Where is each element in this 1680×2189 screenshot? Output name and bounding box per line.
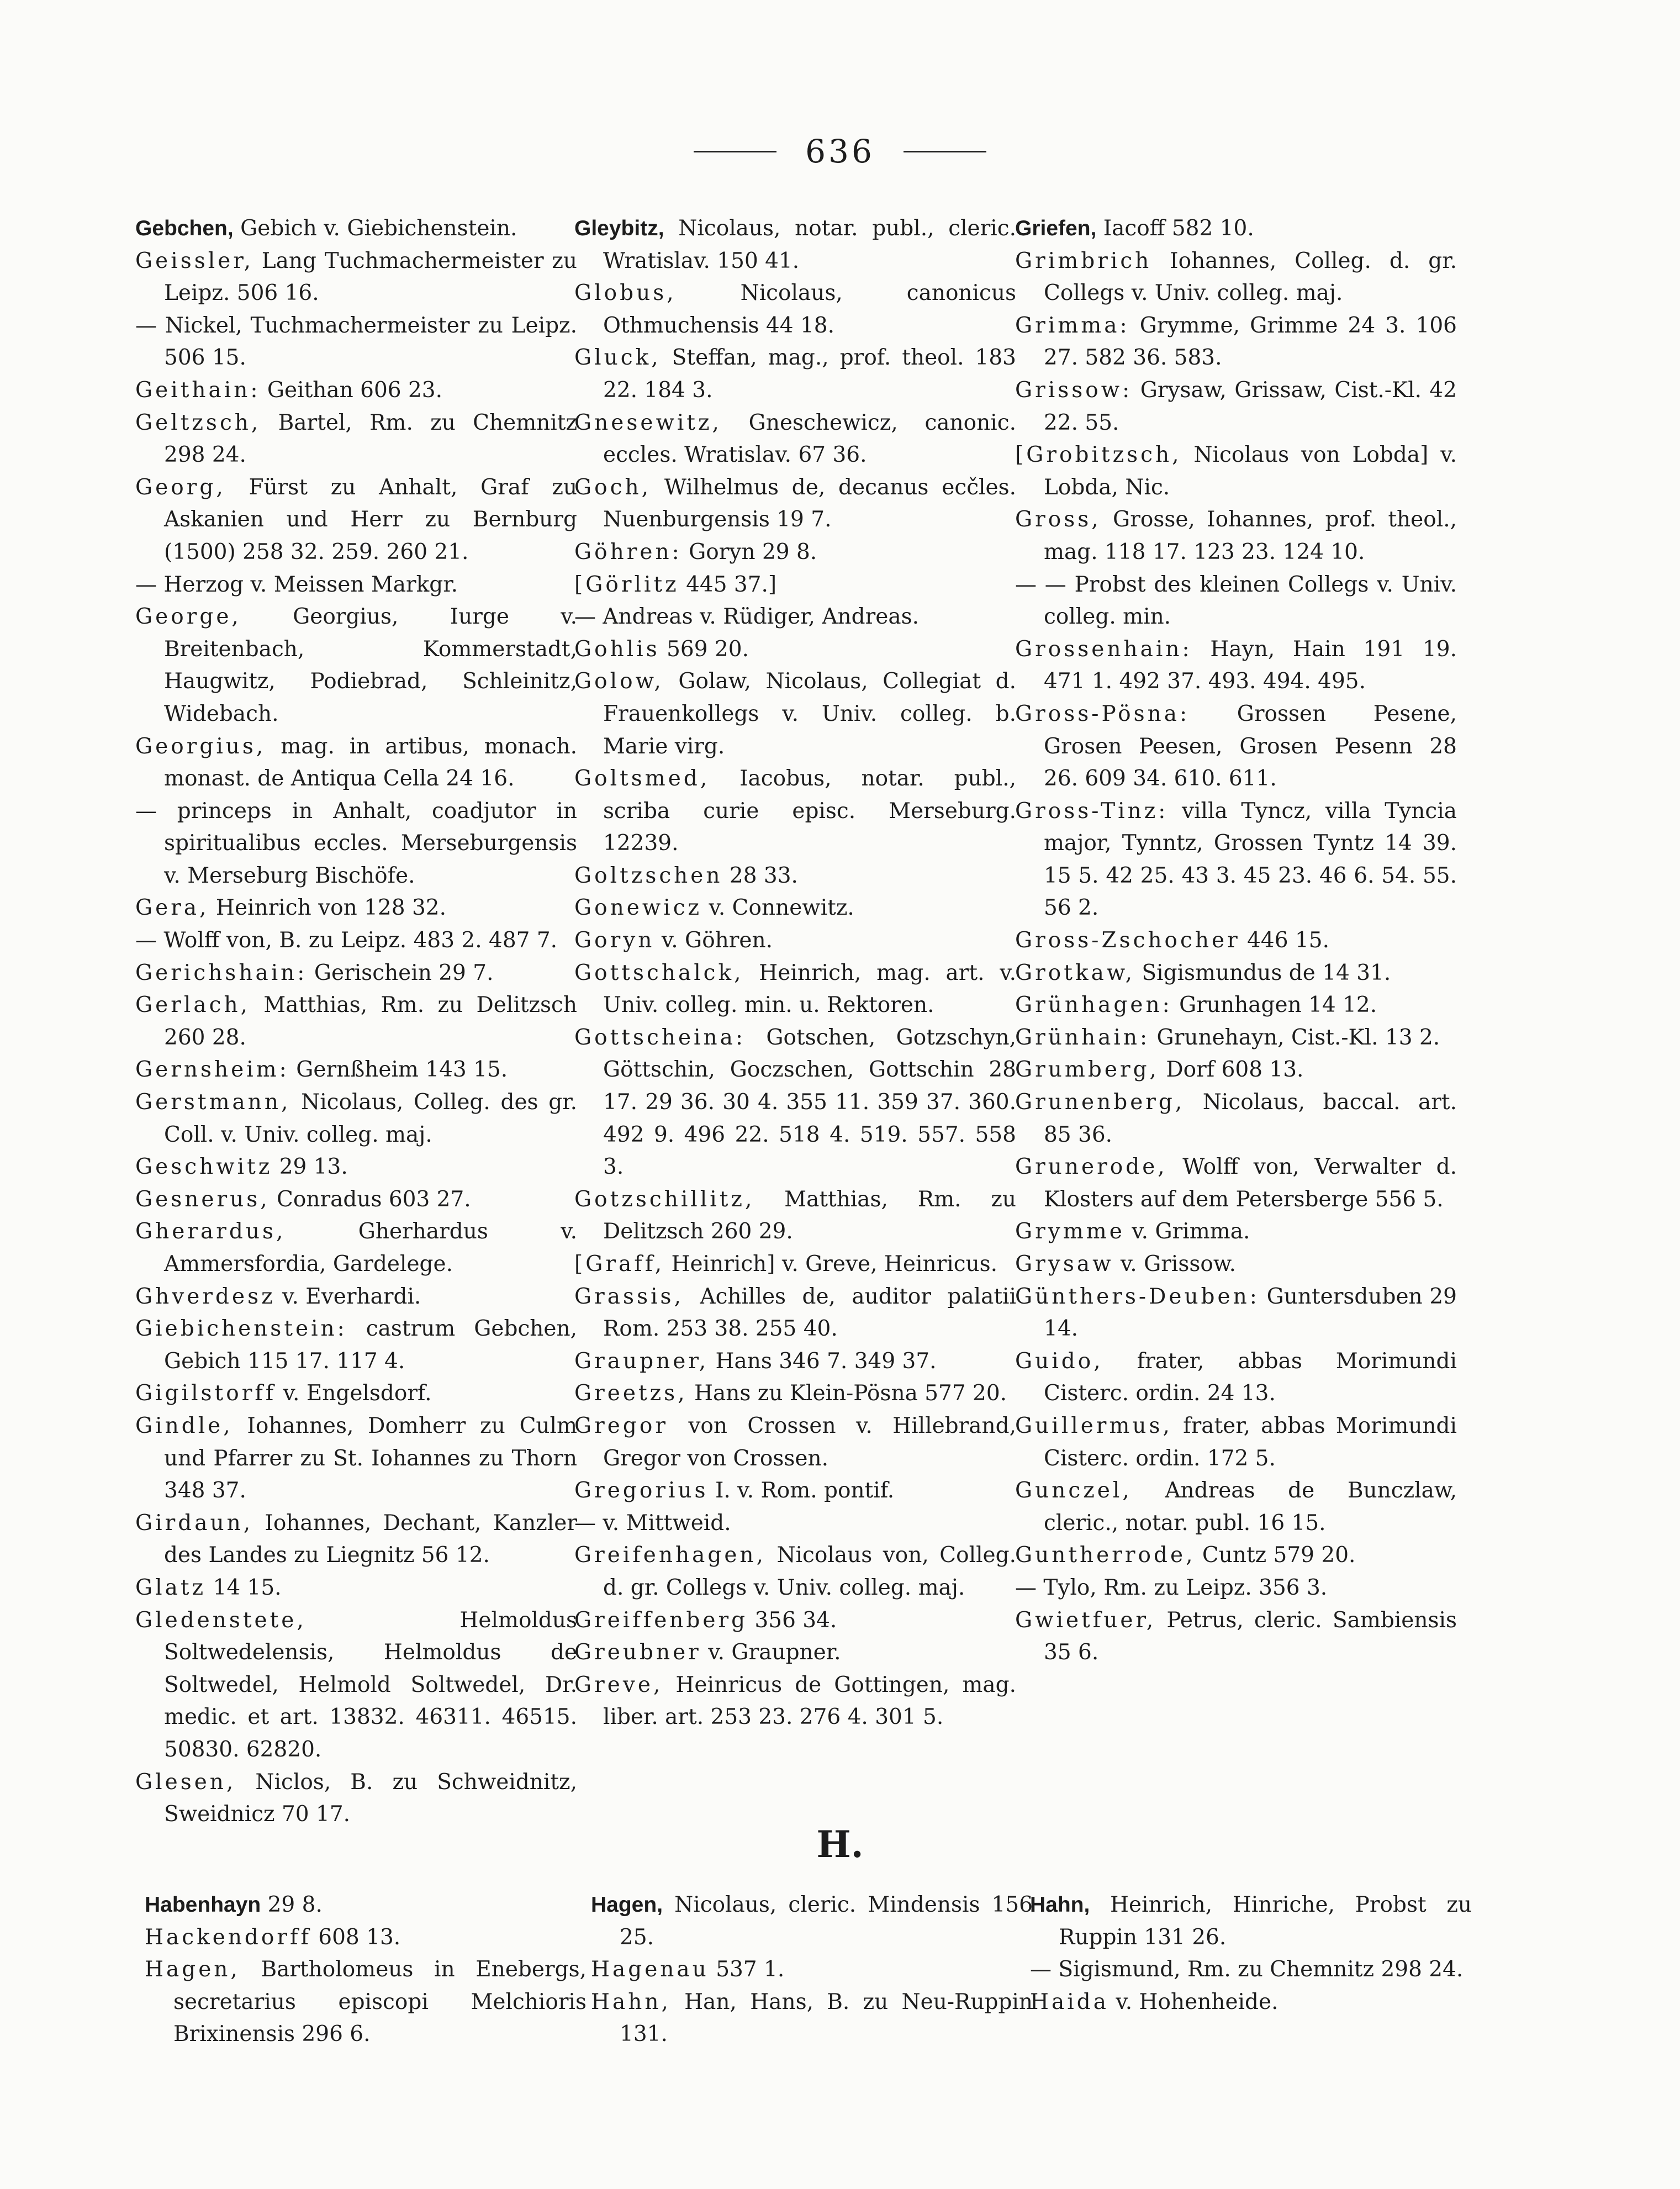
entry-text: Gherhardus v. Ammersfordia, Gardelege. [164, 1219, 577, 1277]
entry-headword: Gigilstorff [135, 1381, 277, 1406]
index-entry [1015, 698, 1457, 795]
index-entry [574, 1475, 1016, 1507]
entry-headword: Gross-Tinz: [1015, 798, 1169, 824]
entry-headword: Geissler, [135, 248, 254, 273]
index-entry [1015, 1086, 1457, 1151]
entry-text: — Tylo, Rm. zu Leipz. 356 3. [1015, 1575, 1328, 1600]
entry-headword: Greifenhagen, [574, 1543, 766, 1568]
index-entry [574, 342, 1016, 407]
entry-headword: Grissow: [1015, 377, 1133, 403]
entry-headword: Gohlis [574, 636, 660, 662]
index-entry [135, 1151, 577, 1184]
index-entry [1015, 1248, 1457, 1281]
index-entry [574, 472, 1016, 536]
entry-headword: Goch, [574, 474, 651, 500]
entry-text: Gotschen, Gotzschyn, Göttschin, Goczschen, Gottschin 28 17. 29 36. 30 4. 355 11. 359 37. 360. 492 9. 496 22. 518 4. 519. 557. 558 3. [603, 1025, 1016, 1180]
entry-headword: Grünhain: [1015, 1025, 1150, 1050]
entry-text: Lang Tuchmachermeister zu Leipz. 506 16. [164, 248, 577, 306]
entry-text: — Herzog v. Meissen Markgr. [135, 572, 458, 597]
entry-text: Bartel, Rm. zu Chemnitz 298 24. [164, 410, 577, 468]
index-entry [135, 1313, 577, 1378]
entry-text: Matthias, Rm. zu Delitzsch 260 29. [603, 1186, 1016, 1244]
entry-text: 14 15. [206, 1575, 282, 1600]
index-entry [135, 1054, 577, 1086]
entry-headword: Gleybitz, [574, 217, 664, 240]
entry-headword: [Grobitzsch, [1015, 442, 1182, 468]
index-entry [1015, 310, 1457, 374]
index-entry [1015, 795, 1457, 925]
index-entry [591, 1954, 1033, 1986]
index-entry [574, 569, 1016, 602]
entry-headword: Greetzs, [574, 1381, 688, 1406]
index-entry [135, 407, 577, 472]
entry-headword: Ghverdesz [135, 1284, 276, 1309]
entry-text: 446 15. [1240, 928, 1329, 953]
entry-text: v. Göhren. [654, 928, 773, 953]
entry-headword: Georgius, [135, 734, 266, 759]
entry-headword: Gledenstete, [135, 1607, 307, 1633]
index-entry [574, 277, 1016, 342]
index-entry [574, 1248, 1016, 1281]
index-entry [135, 1378, 577, 1410]
entry-text: 29 13. [272, 1154, 348, 1180]
index-entry [1015, 213, 1457, 245]
entry-headword: Gotzschillitz, [574, 1186, 755, 1212]
index-entry [135, 374, 577, 407]
entry-text: v. Graupner. [701, 1640, 841, 1665]
entry-text: von Crossen v. Hillebrand, Gregor von Crossen. [603, 1413, 1016, 1471]
index-entry [1030, 1954, 1472, 1986]
entry-text: Nicolaus, canonicus Othmuchensis 44 18. [603, 281, 1016, 338]
entry-headword: Glesen, [135, 1769, 236, 1795]
entry-headword: Grunerode, [1015, 1154, 1167, 1180]
entry-headword: Hagenau [591, 1957, 709, 1982]
index-column-h-3 [1030, 1889, 1472, 2018]
entry-headword: Habenhayn [145, 1893, 261, 1917]
entry-text: — Wolff von, B. zu Leipz. 483 2. 487 7. [135, 928, 558, 953]
entry-text: Helmoldus Soltwedelensis, Helmoldus de Soltwedel, Helmold Soltwedel, Dr. medic. et art. 13832. 46311. 46515. 50830. 62820. [164, 1607, 577, 1762]
entry-text: mag. in artibus, monach. monast. de Antiqua Cella 24 16. [164, 734, 577, 792]
entry-text: Niclos, B. zu Schweidnitz, Sweidnicz 70 17. [164, 1769, 577, 1827]
entry-headword: Guillermus, [1015, 1413, 1172, 1438]
index-entry [574, 1539, 1016, 1604]
entry-text: Hayn, Hain 191 19. 471 1. 492 37. 493. 494. 495. [1044, 636, 1457, 694]
index-entry [591, 1889, 1033, 1954]
entry-text: 537 1. [709, 1957, 785, 1982]
entry-text: Gneschewicz, canonic. eccles. Wratislav. 67 36. [603, 410, 1016, 468]
index-column-1 [135, 213, 577, 1831]
entry-text: Heinrich, Hinriche, Probst zu Ruppin 131 26. [1059, 1892, 1472, 1950]
entry-headword: Gross, [1015, 507, 1101, 532]
index-entry [135, 569, 577, 602]
entry-text: Goryn 29 8. [681, 539, 817, 565]
entry-headword: [Görlitz [574, 572, 679, 597]
index-entry [574, 763, 1016, 860]
header-rule-left [694, 151, 776, 152]
index-entry [574, 1346, 1016, 1378]
index-column-h-2 [591, 1889, 1033, 2051]
entry-headword: Gera, [135, 895, 209, 921]
entry-headword: Gesnerus, [135, 1186, 270, 1212]
index-entry [574, 1184, 1016, 1248]
entry-text: 28 33. [722, 863, 798, 888]
entry-headword: Georg, [135, 474, 226, 500]
index-entry [135, 1281, 577, 1314]
entry-headword: Greubner [574, 1640, 701, 1665]
entry-headword: George, [135, 604, 241, 630]
entry-headword: Gerlach, [135, 993, 250, 1018]
index-entry [135, 1605, 577, 1766]
entry-text: Nicolaus von, Colleg. d. gr. Collegs v. Univ. colleg. maj. [603, 1543, 1016, 1600]
index-entry [1015, 245, 1457, 310]
entry-headword: Günthers-Deuben: [1015, 1284, 1260, 1309]
entry-headword: Hackendorff [145, 1924, 311, 1950]
entry-text: v. Grissow. [1113, 1252, 1237, 1277]
index-entry [135, 989, 577, 1054]
entry-headword: Giebichenstein: [135, 1316, 347, 1342]
entry-text: Geithan 606 23. [260, 377, 443, 403]
entry-headword: Gonewicz [574, 895, 702, 921]
entry-headword: Grassis, [574, 1284, 684, 1309]
entry-headword: Greiffenberg [574, 1607, 748, 1633]
entry-headword: Geschwitz [135, 1154, 273, 1180]
entry-text: v. Grimma. [1124, 1219, 1250, 1244]
index-entry [1015, 634, 1457, 698]
entry-text: Georgius, Iurge v. Breitenbach, Kommerstadt, Haugwitz, Podiebrad, Schleinitz, Widebach. [164, 604, 577, 726]
index-entry [574, 1378, 1016, 1410]
entry-text: Han, Hans, B. zu Neu-Ruppin 131. [620, 1989, 1033, 2047]
entry-text: Hans zu Klein-Pösna 577 20. [687, 1381, 1007, 1406]
entry-text: Heinrich] v. Greve, Heinricus. [664, 1252, 998, 1277]
entry-text: Guntersduben 29 14. [1044, 1284, 1457, 1342]
entry-headword: Gernsheim: [135, 1057, 289, 1083]
index-entry [591, 1986, 1033, 2051]
index-entry [135, 795, 577, 893]
index-entry [574, 925, 1016, 957]
entry-text: Iacoff 582 10. [1096, 216, 1254, 241]
entry-headword: Goryn [574, 928, 655, 953]
index-entry [135, 1766, 577, 1831]
entry-text: v. Engelsdorf. [276, 1381, 432, 1406]
index-entry [135, 1572, 577, 1605]
entry-text: v. Connewitz. [702, 895, 854, 921]
index-entry [1015, 1281, 1457, 1346]
entry-headword: Hagen, [145, 1957, 240, 1982]
entry-text: Conradus 603 27. [270, 1186, 471, 1212]
entry-text: frater, abbas Morimundi Cisterc. ordin. 24 13. [1044, 1348, 1457, 1406]
entry-text: Nicolaus, notar. publ., cleric. Wratislav. 150 41. [603, 216, 1016, 273]
index-entry [135, 731, 577, 795]
index-entry [1015, 1572, 1457, 1605]
entry-text: Steffan, mag., prof. theol. 183 22. 184 3. [603, 345, 1016, 403]
entry-text: — v. Mittweid. [574, 1510, 731, 1536]
entry-headword: Gerstmann, [135, 1090, 291, 1115]
entry-headword: Greve, [574, 1672, 663, 1697]
index-entry [135, 892, 577, 925]
entry-text: Wolff von, Verwalter d. Klosters auf dem Petersberge 556 5. [1044, 1154, 1457, 1212]
entry-text: v. Everhardi. [275, 1284, 421, 1309]
entry-headword: Geltzsch, [135, 410, 261, 435]
entry-headword: Geithain: [135, 377, 261, 403]
entry-headword: Grossenhain: [1015, 636, 1192, 662]
index-entry [135, 601, 577, 730]
entry-text: Sigismundus de 14 31. [1135, 960, 1391, 985]
page-header [0, 133, 1680, 170]
entry-text: 29 8. [261, 1892, 323, 1917]
index-entry [1015, 957, 1457, 990]
entry-text: villa Tyncz, villa Tyncia major, Tynntz, Grossen Tyntz 14 39. 15 5. 42 25. 43 3. 45 23. 46 6. 54. 55. 56 2. [1044, 798, 1457, 921]
entry-headword: Hagen, [591, 1893, 663, 1917]
entry-headword: Gwietfuer, [1015, 1607, 1156, 1633]
index-entry [1015, 925, 1457, 957]
index-entry [1030, 1889, 1472, 1954]
entry-headword: Hahn, [1030, 1893, 1090, 1917]
entry-headword: Grysaw [1015, 1252, 1114, 1277]
index-entry [135, 957, 577, 990]
entry-headword: Graupner, [574, 1348, 709, 1374]
entry-headword: Gherardus, [135, 1219, 286, 1244]
index-entry [145, 1954, 587, 2051]
entry-text: Grysaw, Grissaw, Cist.-Kl. 42 22. 55. [1044, 377, 1457, 435]
index-entry [1015, 1054, 1457, 1086]
index-entry [135, 245, 577, 310]
index-column-2 [574, 213, 1016, 1734]
entry-headword: Grünhagen: [1015, 993, 1172, 1018]
entry-headword: Gottscheina: [574, 1025, 746, 1050]
entry-text: Cuntz 579 20. [1195, 1543, 1356, 1568]
index-entry [574, 1669, 1016, 1734]
entry-text: v. Hohenheide. [1108, 1989, 1279, 2014]
entry-headword: Goltzschen [574, 863, 723, 888]
index-entry [1015, 1022, 1457, 1054]
entry-text: Iohannes, Domherr zu Culm und Pfarrer zu St. Iohannes zu Thorn 348 37. [164, 1413, 577, 1504]
index-entry [1015, 1475, 1457, 1539]
entry-headword: Grymme [1015, 1219, 1125, 1244]
entry-headword: Girdaun, [135, 1510, 253, 1536]
entry-headword: [Graff, [574, 1252, 665, 1277]
index-entry [1015, 1539, 1457, 1572]
entry-headword: Göhren: [574, 539, 682, 565]
index-entry [145, 1922, 587, 1954]
entry-headword: Grunenberg, [1015, 1090, 1185, 1115]
entry-headword: Gunczel, [1015, 1478, 1132, 1504]
index-entry [574, 407, 1016, 472]
entry-text: Grymme, Grimme 24 3. 106 27. 582 36. 583. [1044, 313, 1457, 371]
entry-text: Grunhagen 14 12. [1172, 993, 1377, 1018]
index-entry [574, 601, 1016, 634]
entry-headword: Gross-Zschocher [1015, 928, 1240, 953]
entry-headword: Hahn, [591, 1989, 671, 2014]
entry-headword: Gindle, [135, 1413, 233, 1438]
index-entry [1015, 504, 1457, 568]
index-entry [574, 1022, 1016, 1184]
entry-text: Heinrich, mag. art. v. Univ. colleg. min. u. Rektoren. [603, 960, 1016, 1018]
entry-text: Iohannes, Dechant, Kanzler des Landes zu Liegnitz 56 12. [164, 1510, 577, 1568]
entry-headword: Gebchen, [135, 217, 234, 240]
index-entry [135, 1410, 577, 1507]
entry-text: 608 13. [311, 1924, 401, 1950]
entry-headword: Golow, [574, 669, 664, 694]
index-entry [574, 892, 1016, 925]
entry-text: Gebich v. Giebichenstein. [233, 216, 517, 241]
entry-text: Heinricus de Gottingen, mag. liber. art. 253 23. 276 4. 301 5. [603, 1672, 1016, 1730]
entry-headword: Globus, [574, 281, 677, 306]
entry-text: Gernßheim 143 15. [289, 1057, 508, 1083]
entry-text: Hans 346 7. 349 37. [709, 1348, 937, 1374]
entry-headword: Gross-Pösna: [1015, 701, 1190, 726]
entry-headword: Gnesewitz, [574, 410, 722, 435]
entry-headword: Griefen, [1015, 217, 1097, 240]
entry-text: castrum Gebchen, Gebich 115 17. 117 4. [164, 1316, 577, 1374]
index-entry [574, 1410, 1016, 1475]
index-entry [574, 860, 1016, 893]
index-entry [574, 666, 1016, 763]
index-entry [574, 1605, 1016, 1637]
index-entry [1015, 1346, 1457, 1410]
entry-text: Nicolaus, baccal. art. 85 36. [1044, 1090, 1457, 1147]
entry-text: Nicolaus, Colleg. des gr. Coll. v. Univ. colleg. maj. [164, 1090, 577, 1147]
index-entry [1015, 1216, 1457, 1248]
index-entry [1030, 1986, 1472, 2019]
index-entry [135, 925, 577, 957]
entry-text: Nicolaus von Lobda] v. Lobda, Nic. [1044, 442, 1457, 500]
index-entry [145, 1889, 587, 1922]
index-entry [574, 213, 1016, 277]
entry-text: Gerischein 29 7. [307, 960, 494, 985]
index-entry [1015, 439, 1457, 504]
entry-headword: Guido, [1015, 1348, 1103, 1374]
entry-headword: Gottschalck, [574, 960, 744, 985]
entry-text: 445 37.] [679, 572, 777, 597]
index-entry [1015, 1410, 1457, 1475]
entry-headword: Gregorius [574, 1478, 709, 1504]
page-number: 636 [805, 133, 875, 170]
entry-text: Achilles de, auditor palatii Rom. 253 38. 255 40. [603, 1284, 1016, 1342]
entry-headword: Gerichshain: [135, 960, 308, 985]
index-entry [135, 310, 577, 374]
entry-text: frater, abbas Morimundi Cisterc. ordin. 172 5. [1044, 1413, 1457, 1471]
index-column-h-1 [145, 1889, 587, 2051]
index-entry [574, 1637, 1016, 1669]
entry-text: Fürst zu Anhalt, Graf zu Askanien und Herr zu Bernburg (1500) 258 32. 259. 260 21. [164, 474, 577, 565]
entry-headword: Grimbrich [1015, 248, 1152, 273]
entry-headword: Gluck, [574, 345, 661, 371]
entry-headword: Grotkaw, [1015, 960, 1135, 985]
entry-text: Iohannes, Colleg. d. gr. Collegs v. Univ. colleg. maj. [1044, 248, 1457, 306]
entry-headword: Guntherrode, [1015, 1543, 1196, 1568]
entry-headword: Grimma: [1015, 313, 1130, 338]
entry-text: 356 34. [748, 1607, 837, 1633]
entry-headword: Haida [1030, 1989, 1109, 2014]
entry-headword: Glatz [135, 1575, 207, 1600]
entry-text: — princeps in Anhalt, coadjutor in spiritualibus eccles. Merseburgensis v. Merseburg Bischöfe. [135, 798, 577, 888]
index-entry [1015, 374, 1457, 439]
entry-text: — Sigismund, Rm. zu Chemnitz 298 24. [1030, 1957, 1464, 1982]
entry-headword: Gregor [574, 1413, 668, 1438]
index-entry [1015, 989, 1457, 1022]
index-entry [135, 1184, 577, 1216]
entry-text: Grosse, Iohannes, prof. theol., mag. 118 17. 123 23. 124 10. [1044, 507, 1457, 565]
entry-text: I. v. Rom. pontif. [708, 1478, 895, 1504]
entry-headword: Grumberg, [1015, 1057, 1159, 1083]
index-entry [1015, 1151, 1457, 1216]
index-entry [574, 634, 1016, 666]
index-entry [1015, 1605, 1457, 1669]
index-entry [574, 957, 1016, 1022]
entry-text: Matthias, Rm. zu Delitzsch 260 28. [164, 993, 577, 1050]
entry-headword: Goltsmed, [574, 766, 710, 792]
entry-text: Nicolaus, cleric. Mindensis 156 25. [620, 1892, 1033, 1950]
index-entry [135, 213, 577, 245]
index-entry [1015, 569, 1457, 634]
index-column-3 [1015, 213, 1457, 1669]
entry-text: 569 20. [659, 636, 749, 662]
entry-text: Iacobus, notar. publ., scriba curie episc. Merseburg. 12239. [603, 766, 1016, 856]
entry-text: Heinrich von 128 32. [209, 895, 446, 921]
entry-text: Bartholomeus in Enebergs, secretarius episcopi Melchioris Brixinensis 296 6. [173, 1957, 587, 2047]
entry-text: Wilhelmus de, decanus ecčles. Nuenburgensis 19 7. [603, 474, 1016, 532]
index-entry [135, 1216, 577, 1280]
entry-text: Grossen Pesene, Grosen Peesen, Grosen Pesenn 28 26. 609 34. 610. 611. [1044, 701, 1457, 792]
entry-text: Andreas de Bunczlaw, cleric., notar. publ. 16 15. [1044, 1478, 1457, 1536]
header-rule-right [904, 151, 986, 152]
index-entry [135, 1507, 577, 1572]
entry-text: — Nickel, Tuchmachermeister zu Leipz. 506 15. [135, 313, 577, 371]
index-entry [574, 1281, 1016, 1346]
entry-text: Golaw, Nicolaus, Collegiat d. Frauenkollegs v. Univ. colleg. b. Marie virg. [603, 669, 1016, 759]
entry-text: — — Probst des kleinen Collegs v. Univ. colleg. min. [1015, 572, 1457, 630]
entry-text: Petrus, cleric. Sambiensis 35 6. [1044, 1607, 1457, 1665]
index-entry [135, 1086, 577, 1151]
entry-text: Grunehayn, Cist.-Kl. 13 2. [1150, 1025, 1440, 1050]
entry-text: Dorf 608 13. [1159, 1057, 1304, 1083]
index-entry [574, 1507, 1016, 1540]
index-entry [574, 536, 1016, 569]
section-letter-heading: H. [816, 1823, 864, 1866]
entry-text: — Andreas v. Rüdiger, Andreas. [574, 604, 919, 630]
index-entry [135, 472, 577, 569]
